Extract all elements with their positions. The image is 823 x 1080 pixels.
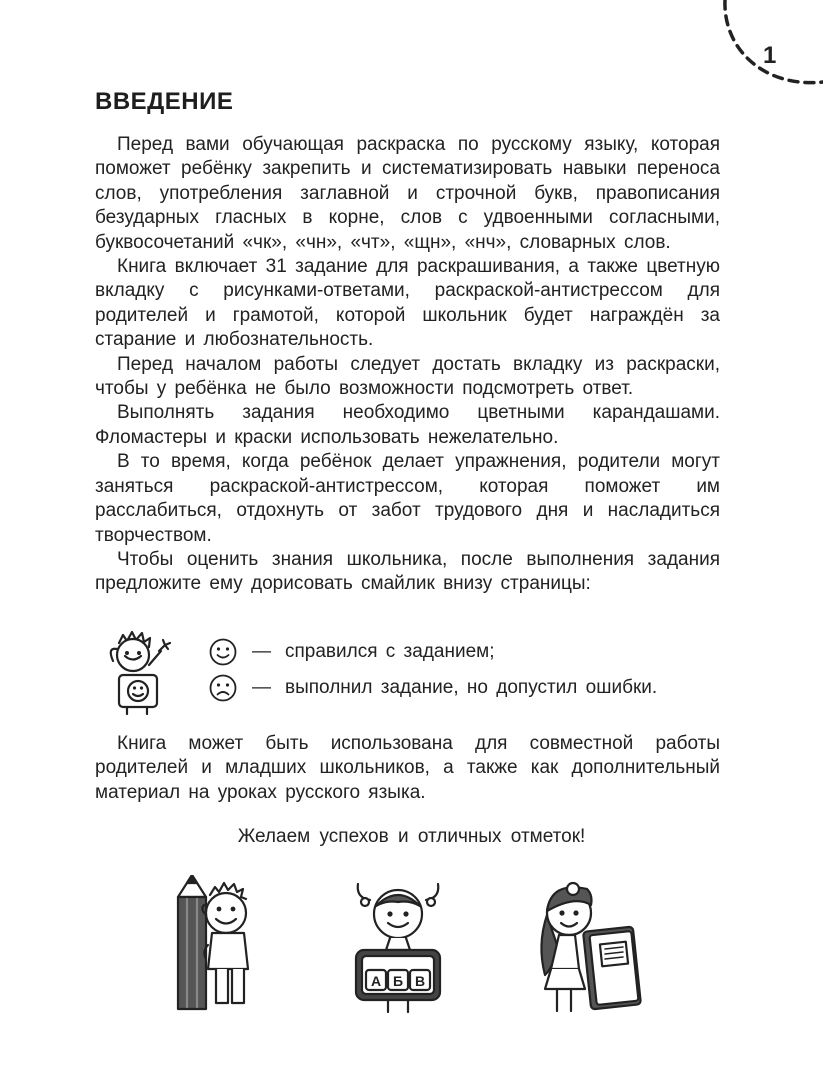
intro-text: [95, 133, 720, 597]
closing-wish: Желаем успехов и отличных отметок!: [237, 826, 586, 847]
closing-paragraph: Книга может быть использована для совместной работы родителей и младших школьников, а также как дополнительный материал на уроках русского языка.: [95, 733, 720, 803]
legend-text-smile: справился с заданием;: [285, 641, 495, 662]
board-letter: А: [370, 973, 382, 989]
girl-with-alphabet-board-icon: [348, 878, 448, 1018]
legend-item-smile: [208, 637, 495, 667]
page-number-badge: [705, 0, 823, 95]
sad-face-icon: [208, 673, 238, 703]
closing-text: [95, 732, 720, 805]
smile-face-icon: [208, 637, 238, 667]
intro-paragraph-2: Книга включает 31 задание для раскрашивания, а также цветную вкладку с рисунками-ответами, раскраской-антистрессом для родителей и грамотой, которой школьник будет награждён за старание и любознательность.: [95, 256, 720, 351]
intro-paragraph-5: В то время, когда ребёнок делает упражнения, родители могут заняться раскраской-антистрессом, которая поможет им расслабиться, отдохнуть от забот трудового дня и насладиться творчеством.: [95, 451, 720, 546]
page-number: 1: [763, 42, 777, 69]
legend-text-sad: выполнил задание, но допустил ошибки.: [285, 677, 658, 698]
board-letter: В: [414, 973, 426, 989]
legend-dash: —: [252, 677, 271, 698]
smiley-legend: [105, 625, 725, 725]
legend-dash: —: [252, 641, 271, 662]
page-title: ВВЕДЕНИЕ: [95, 88, 234, 115]
intro-paragraph-1: Перед вами обучающая раскраска по русскому языку, которая поможет ребёнку закрепить и систематизировать навыки переноса слов, употребления заглавной и строчной букв, правописания безударных гласных в корне, слов с удвоенными согласными, буквосочетаний «чк», «чн», «чт», «щн», «нч», словарных слов.: [95, 134, 720, 253]
intro-paragraph-6: Чтобы оценить знания школьника, после выполнения задания предложите ему дорисовать смайлик внизу страницы:: [95, 548, 720, 595]
intro-paragraph-3: Перед началом работы следует достать вкладку из раскраски, чтобы у ребёнка не было возможности подсмотреть ответ.: [95, 353, 720, 400]
intro-paragraph-4: Выполнять задания необходимо цветными карандашами. Фломастеры и краски использовать нежелательно.: [95, 402, 720, 448]
kid-with-smiley-sign-icon: [105, 625, 180, 715]
legend-item-sad: [208, 673, 657, 703]
board-letter: Б: [392, 973, 404, 989]
girl-with-book-icon: [525, 875, 645, 1015]
boy-with-pencil-icon: [170, 875, 270, 1015]
